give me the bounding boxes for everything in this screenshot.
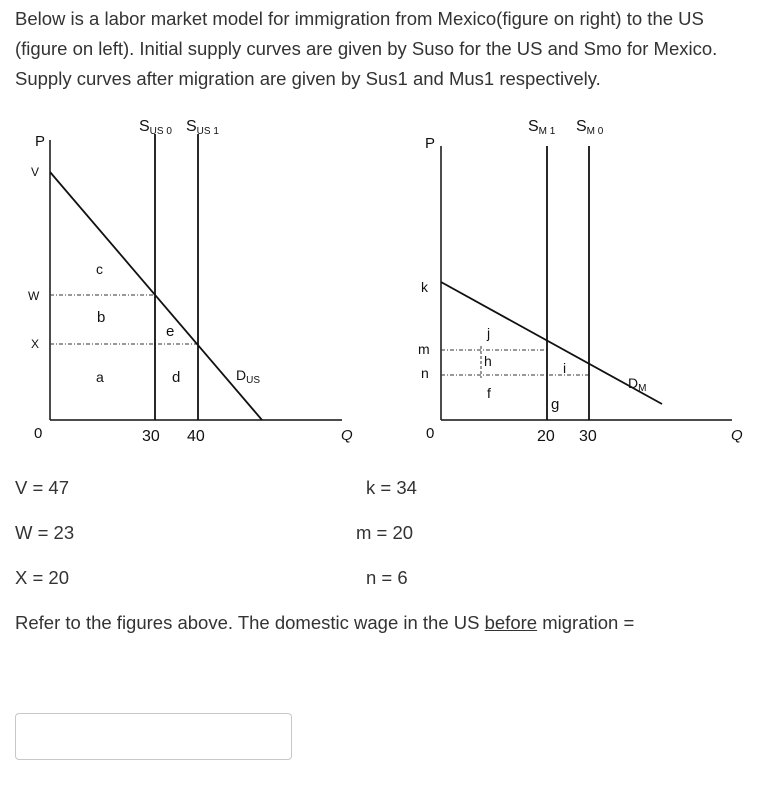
mexico-area-i-label: i xyxy=(563,360,567,376)
mexico-area-h-label: h xyxy=(484,353,492,369)
value-k: k = 34 xyxy=(366,477,417,498)
question-underlined-word: before xyxy=(484,612,538,633)
value-m: m = 20 xyxy=(356,522,414,543)
us-axis-q-label: Q xyxy=(341,427,353,444)
us-area-d-label: d xyxy=(172,369,181,386)
us-label-v: V xyxy=(31,165,40,179)
us-area-c-label: c xyxy=(96,261,103,277)
mexico-area-j-label: j xyxy=(487,325,491,341)
mexico-origin-label: 0 xyxy=(426,425,435,442)
us-supply-1-label: SUS 1 xyxy=(186,118,219,137)
answer-input[interactable] xyxy=(15,713,292,760)
us-label-w: W xyxy=(28,289,40,303)
value-x: X = 20 xyxy=(15,567,70,588)
mexico-label-m: m xyxy=(418,341,430,357)
labor-market-figures xyxy=(0,110,767,450)
question-text-start: Refer to the figures above. The domestic wage in the US xyxy=(15,612,485,633)
intro-text: Below is a labor market model for immigration from Mexico(figure on right) to the US (figure on left). Initial supply curves are given by Suso for the US and Smo for Mexico. Supply curves after migration are given by Sus1 and Mus1 respectively. xyxy=(15,8,718,89)
us-area-a-label: a xyxy=(96,369,104,385)
value-n: n = 6 xyxy=(366,567,408,588)
value-w: W = 23 xyxy=(15,522,75,543)
mexico-demand-label: $D_M$ xyxy=(628,375,647,394)
mexico-axis-q-label: Q xyxy=(731,427,743,444)
mexico-supply-0-label: SM 0 xyxy=(576,118,604,137)
us-figure xyxy=(28,118,353,445)
us-area-e-label: e xyxy=(166,323,175,340)
us-demand-line xyxy=(50,172,262,420)
mexico-area-f-label: f xyxy=(487,385,491,401)
question-text xyxy=(15,611,634,635)
mexico-figure xyxy=(418,118,743,445)
us-label-x: X xyxy=(31,337,40,351)
mexico-tick-20: 20 xyxy=(537,428,555,445)
mexico-label-k: k xyxy=(421,279,428,295)
us-origin-label: 0 xyxy=(34,425,43,442)
mexico-tick-30: 30 xyxy=(579,428,597,445)
us-tick-40: 40 xyxy=(187,428,205,445)
mexico-label-n: n xyxy=(421,365,429,381)
us-demand-label: $D_{US}$ xyxy=(236,367,261,386)
us-area-b-label: b xyxy=(97,309,106,326)
mexico-axis-p-label: P xyxy=(425,135,436,152)
us-tick-30: 30 xyxy=(142,428,160,445)
us-axis-p-label: P xyxy=(35,133,46,150)
us-supply-0-label: SUS 0 xyxy=(139,118,172,137)
mexico-area-g-label: g xyxy=(551,396,560,413)
question-text-end: migration = xyxy=(537,612,635,633)
mexico-supply-1-label: SM 1 xyxy=(528,118,556,137)
value-v: V = 47 xyxy=(15,477,70,498)
